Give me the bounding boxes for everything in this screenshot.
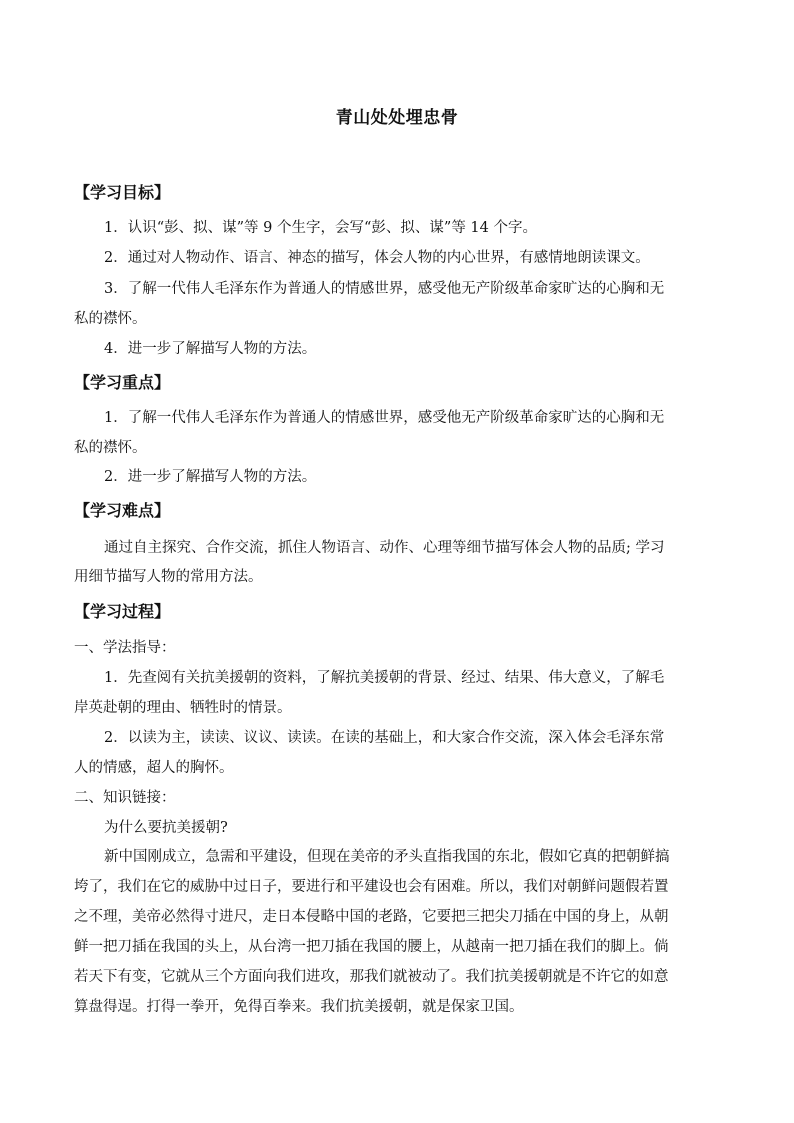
knowledge-text-line-2: 垮了，我们在它的威胁中过日子，要进行和平建设也会有困难。所以，我们对朝鲜问题假若置 (74, 879, 669, 895)
difficulty-line-2: 用细节描写人物的常用方法。 (74, 569, 263, 585)
goal-item-4: 4．进一步了解描写人物的方法。 (104, 341, 317, 357)
goal-item-1: 1．认识“彭、拟、谋”等 9 个生字，会写“彭、拟、谋”等 14 个字。 (104, 220, 537, 236)
key-item-2: 2．进一步了解描写人物的方法。 (104, 469, 317, 485)
heading-key-points: 【学习重点】 (74, 373, 171, 392)
knowledge-text-line-1: 新中国刚成立，急需和平建设，但现在美帝的矛头直指我国的东北，假如它真的把朝鲜搞 (104, 849, 670, 865)
method-item-1-line-1: 1．先查阅有关抗美援朝的资料，了解抗美援朝的背景、经过、结果、伟大意义，了解毛 (104, 670, 665, 686)
goal-item-3-line-2: 私的襟怀。 (74, 311, 147, 327)
method-item-2-line-1: 2．以读为主，读读、议议、读读。在读的基础上，和大家合作交流，深入体会毛泽东常 (104, 730, 665, 746)
knowledge-text-line-6: 算盘得逞。打得一拳开，免得百拳来。我们抗美援朝，就是保家卫国。 (74, 999, 524, 1015)
key-item-1-line-2: 私的襟怀。 (74, 440, 147, 456)
subsection-knowledge-link: 二、知识链接： (74, 790, 176, 806)
difficulty-line-1: 通过自主探究、合作交流，抓住人物语言、动作、心理等细节描写体会人物的品质; 学习 (104, 540, 665, 556)
goal-item-2: 2．通过对人物动作、语言、神态的描写，体会人物的内心世界，有感情地朗读课文。 (104, 250, 650, 266)
heading-learning-process: 【学习过程】 (74, 602, 171, 621)
method-item-2-line-2: 人的情感，超人的胸怀。 (74, 760, 234, 776)
knowledge-question: 为什么要抗美援朝? (104, 820, 228, 836)
heading-difficulties: 【学习难点】 (74, 501, 171, 520)
knowledge-text-line-3: 之不理，美帝必然得寸进尺，走日本侵略中国的老路，它要把三把尖刀插在中国的身上，从朝 (74, 909, 669, 925)
page-title: 青山处处埋忠骨 (335, 108, 459, 128)
heading-learning-goals: 【学习目标】 (74, 183, 171, 202)
key-item-1-line-1: 1．了解一代伟人毛泽东作为普通人的情感世界，感受他无产阶级革命家旷达的心胸和无 (104, 410, 665, 426)
knowledge-text-line-4: 鲜一把刀插在我国的头上，从台湾一把刀插在我国的腰上，从越南一把刀插在我们的脚上。倘 (74, 939, 669, 955)
knowledge-text-line-5: 若天下有变，它就从三个方面向我们进攻，那我们就被动了。我们抗美援朝就是不许它的如意 (74, 969, 669, 985)
subsection-method-guide: 一、学法指导： (74, 640, 176, 656)
method-item-1-line-2: 岸英赴朝的理由、牺牲时的情景。 (74, 700, 292, 716)
goal-item-3-line-1: 3．了解一代伟人毛泽东作为普通人的情感世界，感受他无产阶级革命家旷达的心胸和无 (104, 281, 665, 297)
